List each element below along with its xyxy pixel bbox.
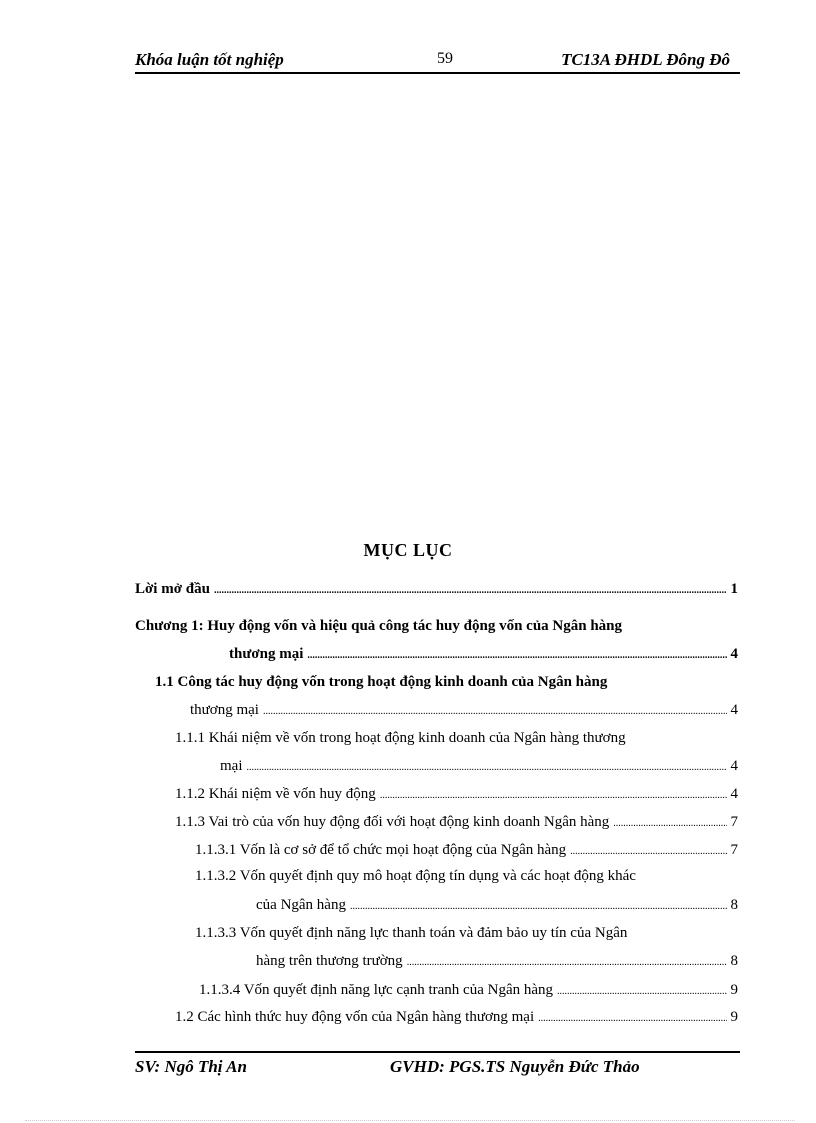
toc-entry-1-1-3-3[interactable] <box>256 953 738 970</box>
toc-entry-1-2[interactable] <box>175 1009 738 1026</box>
toc-entry-1-1-2[interactable] <box>175 786 738 803</box>
toc-leader-dots <box>613 818 726 829</box>
page-bottom-border <box>25 1120 795 1121</box>
toc-leader-dots <box>350 901 727 912</box>
toc-entry-label: thương mại <box>190 702 259 718</box>
toc-entry-1-1-line1[interactable]: 1.1 Công tác huy động vốn trong hoạt động kinh doanh của Ngân hàng <box>155 674 608 690</box>
toc-leader-dots <box>247 762 727 773</box>
toc-entry-label: 1.2 Các hình thức huy động vốn của Ngân hàng thương mại <box>175 1009 535 1025</box>
toc-entry-1-1-3-4[interactable] <box>199 982 738 999</box>
header-page-number: 59 <box>437 50 453 67</box>
toc-entry-label: 1.1.3.1 Vốn là cơ sở để tổ chức mọi hoạt động của Ngân hàng <box>195 842 567 858</box>
toc-leader-dots <box>407 957 727 968</box>
toc-leader-dots <box>307 650 726 661</box>
toc-leader-dots <box>214 585 727 596</box>
toc-entry-1-1-3-2-line1[interactable]: 1.1.3.2 Vốn quyết định quy mô hoạt động tín dụng và các hoạt động khác <box>195 868 636 884</box>
toc-entry-page: 4 <box>730 702 738 718</box>
toc-entry-chapter1-line1[interactable]: Chương 1: Huy động vốn và hiệu quả công tác huy động vốn của Ngân hàng <box>135 618 623 634</box>
toc-entry-page: 4 <box>730 646 738 662</box>
toc-entry-page: 7 <box>730 814 738 830</box>
toc-entry-1-1-3-3-line1[interactable]: 1.1.3.3 Vốn quyết định năng lực thanh toán và đảm bảo uy tín của Ngân <box>195 925 628 941</box>
header-thesis-label: Khóa luận tốt nghiệp <box>135 50 284 69</box>
toc-entry-label: thương mại <box>229 646 304 662</box>
toc-entry-chapter1[interactable] <box>229 646 738 663</box>
toc-entry-page: 9 <box>730 1009 738 1025</box>
toc-entry-1-1-1-line1[interactable]: 1.1.1 Khái niệm về vốn trong hoạt động kinh doanh của Ngân hàng thương <box>175 730 626 746</box>
toc-entry-page: 9 <box>730 982 738 998</box>
toc-entry-label: 1.1.3.4 Vốn quyết định năng lực cạnh tranh của Ngân hàng <box>199 982 554 998</box>
toc-leader-dots <box>380 790 727 801</box>
toc-entry-page: 8 <box>730 897 738 913</box>
toc-leader-dots <box>557 986 726 997</box>
toc-entry-label: 1.1.2 Khái niệm về vốn huy động <box>175 786 376 802</box>
footer-supervisor-name: GVHD: PGS.TS Nguyễn Đức Thảo <box>390 1057 640 1076</box>
toc-entry-label: Lời mở đầu <box>135 581 210 597</box>
toc-entry-1-1-3-2[interactable] <box>256 897 738 914</box>
toc-entry-page: 8 <box>730 953 738 969</box>
toc-entry-label: mại <box>220 758 243 774</box>
toc-entry-1-1[interactable] <box>190 702 738 719</box>
toc-entry-label: của Ngân hàng <box>256 897 346 913</box>
toc-entry-label: 1.1.3 Vai trò của vốn huy động đối với hoạt động kinh doanh Ngân hàng <box>175 814 610 830</box>
toc-entry-page: 1 <box>730 581 738 597</box>
toc-entry-label: hàng trên thương trường <box>256 953 403 969</box>
toc-entry-1-1-1[interactable] <box>220 758 738 775</box>
toc-title: MỤC LỤC <box>363 540 453 560</box>
toc-entry-page: 4 <box>730 786 738 802</box>
footer-student-name: SV: Ngô Thị An <box>135 1057 247 1076</box>
toc-entry-1-1-3[interactable] <box>175 814 738 831</box>
toc-entry-1-1-3-1[interactable] <box>195 842 738 859</box>
toc-entry-intro[interactable] <box>135 581 738 598</box>
toc-leader-dots <box>570 846 726 857</box>
toc-entry-page: 4 <box>730 758 738 774</box>
toc-leader-dots <box>538 1013 726 1024</box>
toc-leader-dots <box>263 706 727 717</box>
toc-entry-page: 7 <box>730 842 738 858</box>
header-class-label: TC13A ĐHDL Đông Đô <box>561 50 730 69</box>
page-header <box>135 48 740 74</box>
page-footer <box>135 1051 740 1079</box>
